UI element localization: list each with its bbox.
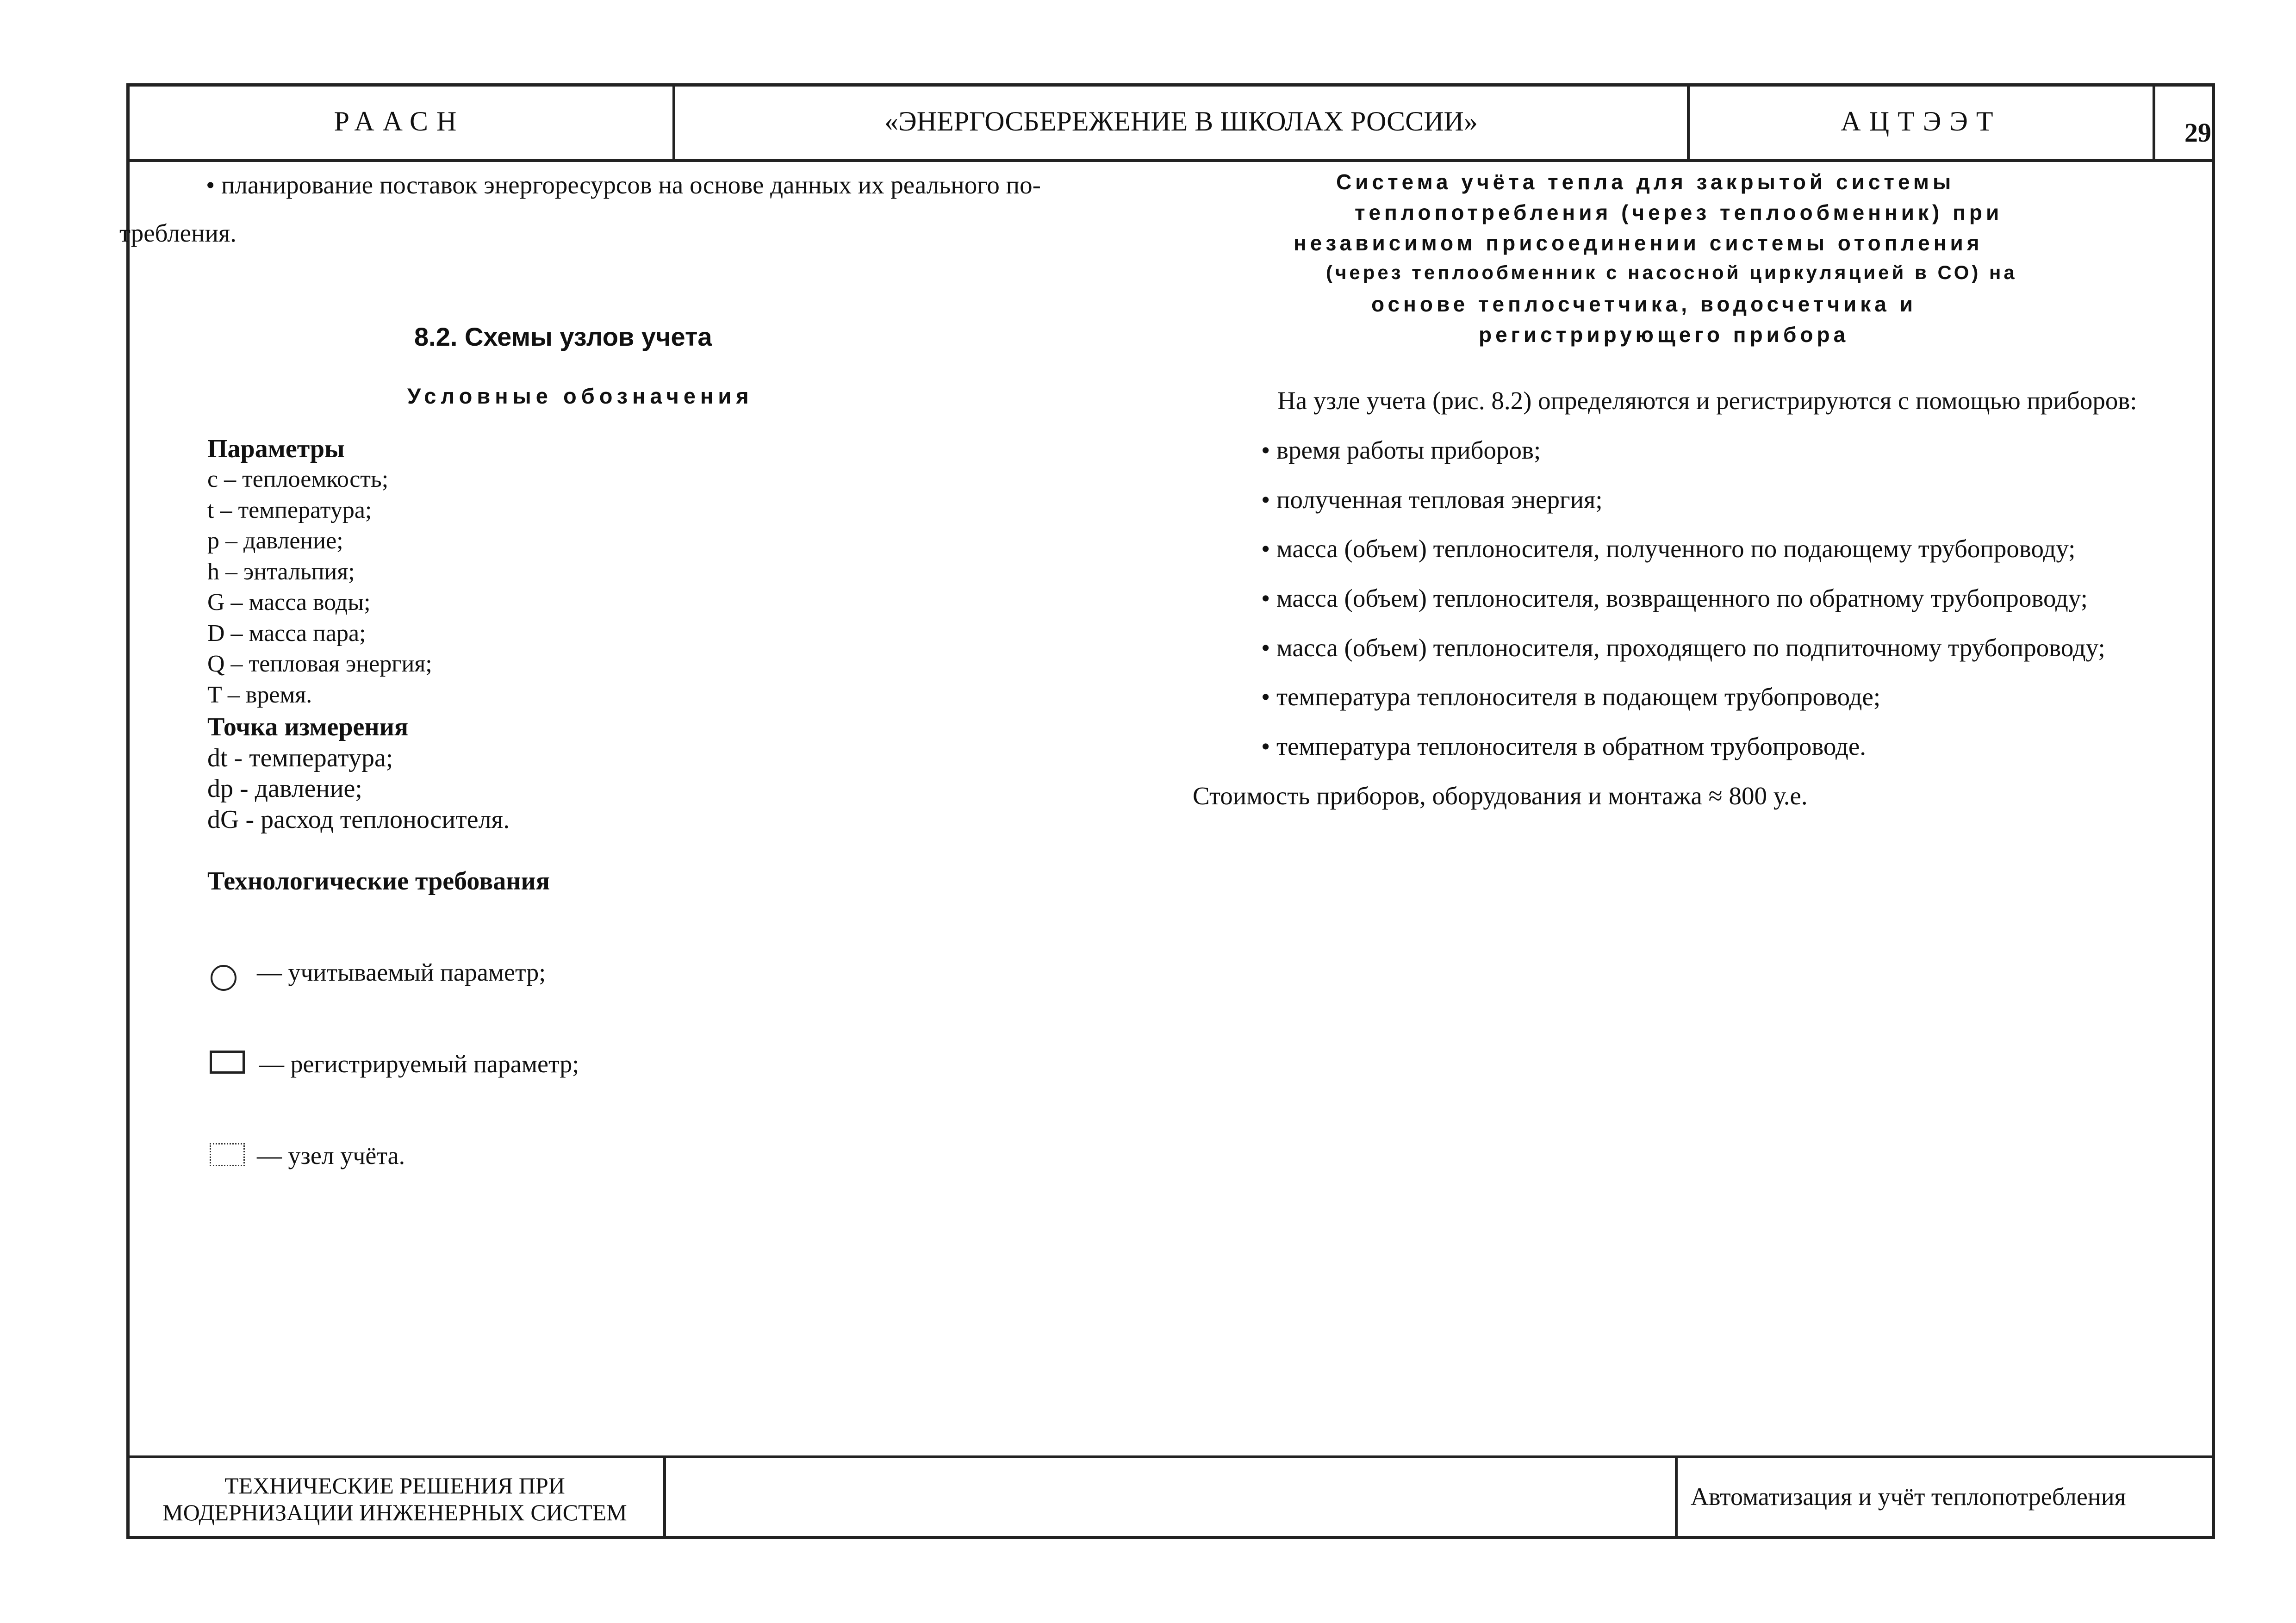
right-title-line: (через теплообменник с насосной циркуляцией в СО) на [1326,261,2017,283]
registered-parameter-rect-icon [210,1051,245,1074]
legend-subtitle: Условные обозначения [407,384,753,408]
intro-line-2: требления. [119,219,237,247]
right-bullet: • масса (объем) теплоносителя, возвращенного по обратному трубопроводу; [1261,584,2088,612]
header-right: АЦТЭЭТ [1841,106,2002,137]
point-item: dt - температура; [207,744,393,772]
point-item: dp - давление; [207,774,362,803]
legend-node: — узел учёта. [257,1142,405,1169]
param-item: D – масса пара; [207,620,366,647]
right-bullet: • время работы приборов; [1261,436,1541,464]
footer-left [126,1458,663,1539]
param-item: h – энтальпия; [207,559,355,585]
legend-registered: — регистрируемый параметр; [259,1050,579,1078]
right-title-line: Система учёта тепла для закрытой системы [1336,170,1955,194]
footer-left-line: МОДЕРНИЗАЦИИ ИНЖЕНЕРНЫХ СИСТЕМ [162,1499,627,1525]
param-item: c – теплоемкость; [207,466,389,492]
right-bullet: • температура теплоносителя в подающем трубопроводе; [1261,683,1881,711]
param-item: t – температура; [207,497,372,523]
header-left: РААСН [334,106,465,137]
points-heading: Точка измерения [207,713,409,741]
param-item: G – масса воды; [207,589,371,616]
right-title-line: регистрирующего прибора [1479,323,1849,347]
tech-heading: Технологические требования [207,867,550,895]
right-title-line: теплопотребления (через теплообменник) при [1355,200,2003,224]
cost-line: Стоимость приборов, оборудования и монтажа ≈ 800 у.е. [1193,782,1808,810]
right-title-line: независимом присоединении системы отопления [1294,231,1983,255]
right-title-line: основе теплосчетчика, водосчетчика и [1371,292,1916,316]
right-bullet: • масса (объем) теплоносителя, проходящего по подпиточному трубопроводу; [1261,634,2105,662]
right-bullet: • температура теплоносителя в обратном трубопроводе. [1261,732,1866,760]
legend-counted: — учитываемый параметр; [257,958,546,986]
right-intro: На узле учета (рис. 8.2) определяются и регистрируются с помощью приборов: [1277,386,2137,415]
params-heading: Параметры [207,435,345,463]
section-title: 8.2. Схемы узлов учета [414,322,712,351]
point-item: dG - расход теплоносителя. [207,805,510,834]
page-number: 29 [2184,118,2211,148]
footer-left-line: ТЕХНИЧЕСКИЕ РЕШЕНИЯ ПРИ [224,1472,565,1499]
header-center: «ЭНЕРГОСБЕРЕЖЕНИЕ В ШКОЛАХ РОССИИ» [884,106,1478,137]
intro-line-1: • планирование поставок энергоресурсов на основе данных их реального по- [206,171,1041,199]
param-item: Q – тепловая энергия; [207,651,432,677]
param-item: T – время. [207,682,312,708]
right-bullet: • полученная тепловая энергия; [1261,485,1603,514]
page-footer [126,1455,2215,1539]
footer-middle [666,1458,1675,1539]
page-header [126,83,2215,162]
footer-right: Автоматизация и учёт теплопотребления [1691,1482,2126,1511]
param-item: p – давление; [207,528,343,554]
metering-node-dotted-rect-icon [210,1143,245,1166]
counted-parameter-circle-icon [211,965,236,991]
right-bullet: • масса (объем) теплоносителя, полученного по подающему трубопроводу; [1261,535,2076,563]
